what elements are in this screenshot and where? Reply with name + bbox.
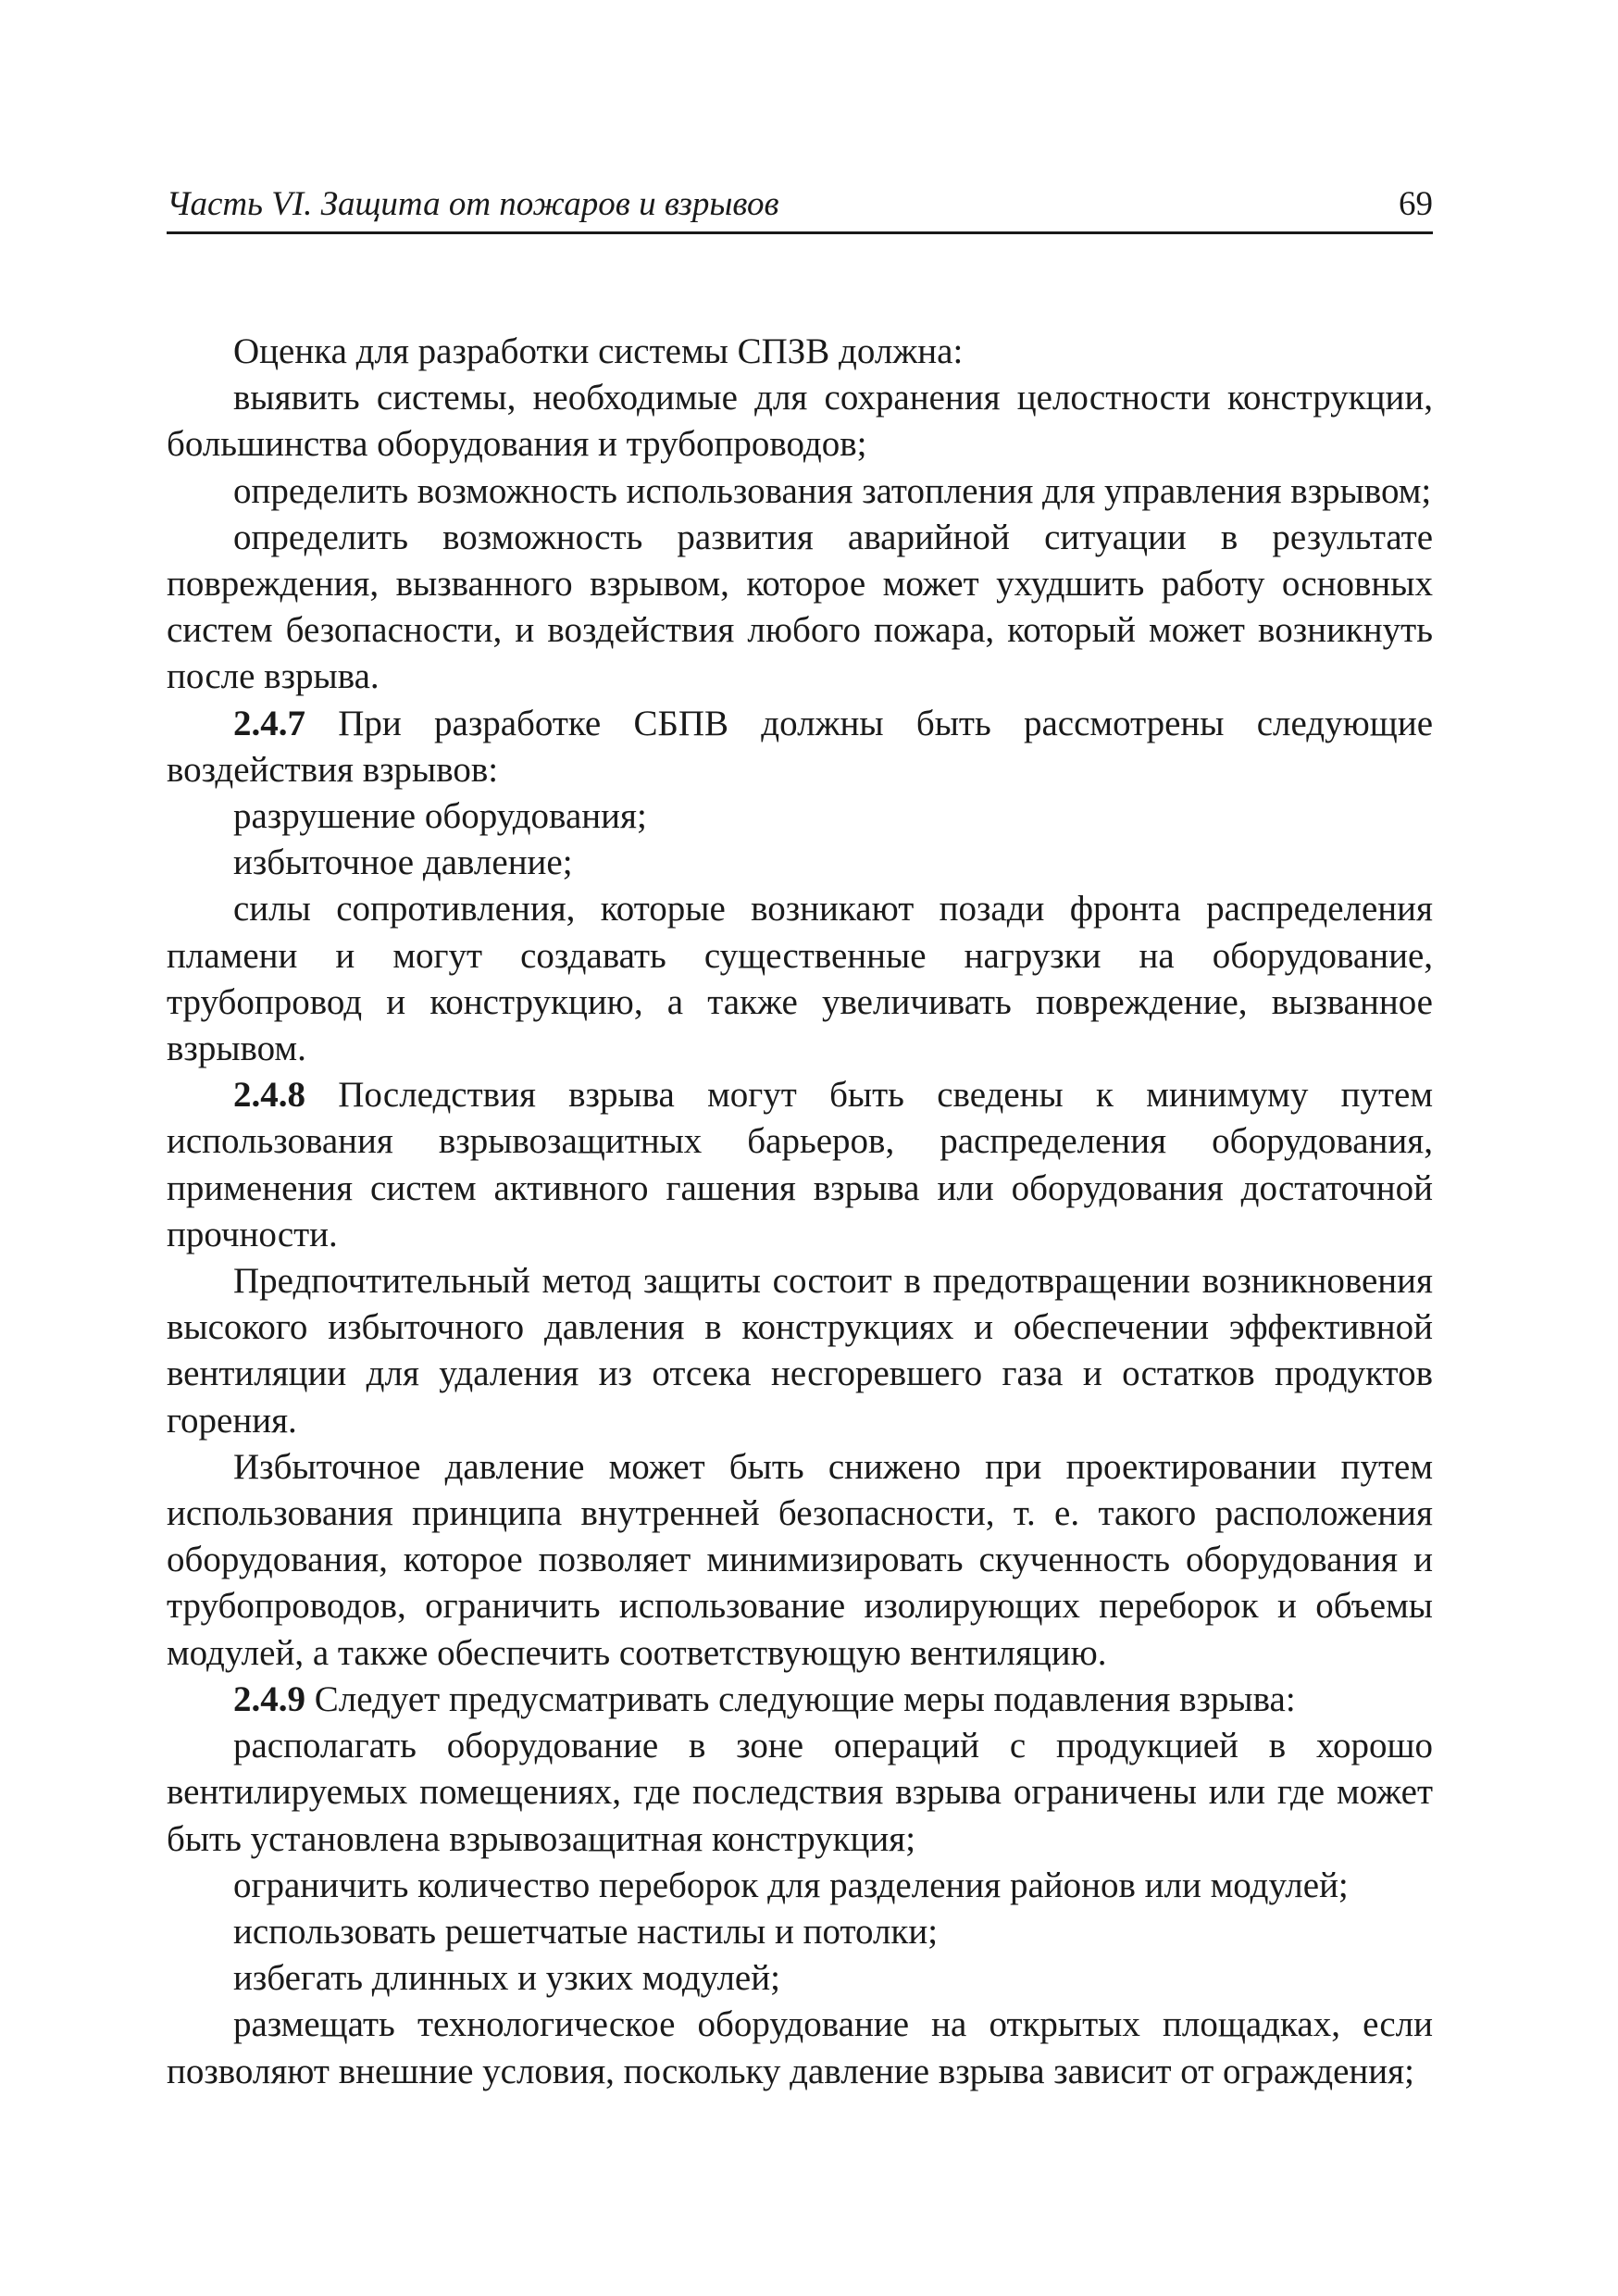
paragraph-text: располагать оборудование в зоне операций с продукцией в хорошо вентилируемых помещениях, где последствия взрыва ограничены или где может быть установлена взрывозащитная конструкция;	[167, 1726, 1433, 1859]
paragraph-text: определить возможность развития аварийной ситуации в результате повреждения, вызванного взрывом, которое может ухудшить работу основных систем безопасности, и воздействия любого пожара, который может возникнуть после взрыва.	[167, 517, 1433, 697]
paragraph-text: избегать длинных и узких модулей;	[233, 1958, 780, 1999]
paragraph-13	[167, 1723, 1433, 1863]
page-number: 69	[1399, 185, 1433, 223]
paragraph-2	[167, 375, 1433, 468]
paragraph-3	[167, 468, 1433, 515]
paragraph-text: избыточное давление;	[233, 842, 573, 883]
paragraph-text: Следует предусматривать следующие меры подавления взрыва:	[305, 1678, 1296, 1719]
paragraph-text: ограничить количество переборок для разделения районов или модулей;	[233, 1865, 1349, 1905]
paragraph-15	[167, 1909, 1433, 1955]
body-text	[167, 329, 1433, 2095]
running-header	[167, 176, 1433, 234]
paragraph-text: использовать решетчатые настилы и потолки;	[233, 1911, 939, 1952]
paragraph-text: Предпочтительный метод защиты состоит в предотвращении возникновения высокого избыточного давления в конструкциях и обеспечении эффективной вентиляции для удаления из отсека несгоревшего газа и остатков продуктов горения.	[167, 1261, 1433, 1441]
paragraph-text: разрушение оборудования;	[233, 796, 647, 837]
section-number: 2.4.8	[233, 1075, 305, 1116]
paragraph-12	[167, 1677, 1433, 1723]
section-number: 2.4.7	[233, 703, 305, 743]
paragraph-5	[167, 701, 1433, 793]
paragraph-text: При разработке СБПВ должны быть рассмотрены следующие воздействия взрывов:	[167, 703, 1433, 790]
paragraph-6	[167, 793, 1433, 840]
paragraph-17	[167, 2002, 1433, 2094]
paragraph-11	[167, 1444, 1433, 1677]
paragraph-16	[167, 1955, 1433, 2002]
paragraph-4	[167, 515, 1433, 701]
paragraph-text: силы сопротивления, которые возникают позади фронта распределения пламени и могут создавать существенные нагрузки на оборудование, трубопровод и конструкцию, а также увеличивать повреждение, вызванное взрывом.	[167, 889, 1433, 1069]
paragraph-text: выявить системы, необходимые для сохранения целостности конструкции, большинства оборудования и трубопроводов;	[167, 378, 1433, 465]
paragraph-7	[167, 840, 1433, 886]
paragraph-text: Оценка для разработки системы СПЗВ должна:	[233, 331, 964, 371]
paragraph-text: определить возможность использования затопления для управления взрывом;	[233, 470, 1432, 511]
section-number: 2.4.9	[233, 1678, 305, 1719]
paragraph-text: Избыточное давление может быть снижено при проектировании путем использования принципа внутренней безопасности, т. е. такого расположения оборудования, которое позволяет минимизировать скученность оборудования и трубопроводов, ограничить использование изолирующих переборок и объемы модулей, а также обеспечить соответствующую вентиляцию.	[167, 1446, 1433, 1673]
running-title: Часть VI. Защита от пожаров и взрывов	[167, 185, 779, 223]
paragraph-1	[167, 329, 1433, 375]
paragraph-8	[167, 886, 1433, 1072]
paragraph-14	[167, 1863, 1433, 1909]
paragraph-text: Последствия взрыва могут быть сведены к минимуму путем использования взрывозащитных барьеров, распределения оборудования, применения систем активного гашения взрыва или оборудования достаточной прочности.	[167, 1075, 1433, 1254]
paragraph-text: размещать технологическое оборудование на открытых площадках, если позволяют внешние условия, поскольку давление взрыва зависит от ограждения;	[167, 2004, 1433, 2091]
paragraph-10	[167, 1258, 1433, 1444]
paragraph-9	[167, 1072, 1433, 1258]
